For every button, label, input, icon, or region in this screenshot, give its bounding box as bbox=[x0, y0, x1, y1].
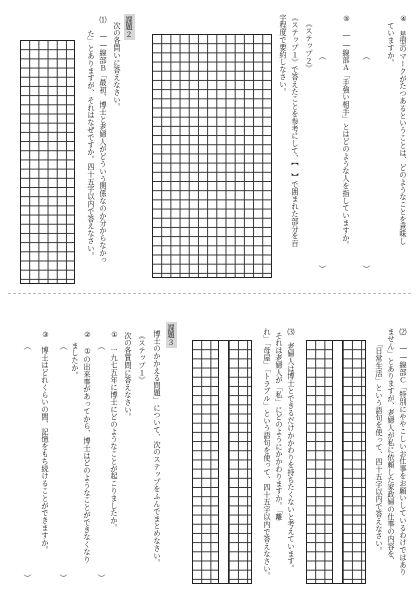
question-3-line-2: それは老婦人が「私」にどのようにかかわりますか。「離 bbox=[275, 332, 284, 521]
answer-paren-open: （ bbox=[23, 342, 32, 350]
step1-instruction: 次の各質問に答えなさい。 bbox=[124, 332, 133, 421]
question-5: ⑤ ――線部Ａ「手強い相手」とはどのような人を指していますか。 bbox=[342, 14, 351, 249]
answer-paren-open: （ bbox=[362, 52, 371, 60]
step1-question-2-line-1: ② ①の出来事があってから、博士はどのようなことができなくなり bbox=[83, 330, 92, 563]
kadai3-instruction: 博士のかかえる問題」について、次のステップをふんでまとめなさい。 bbox=[153, 330, 162, 567]
page-divider bbox=[8, 293, 411, 294]
step1-question-3: ③ 博士はどれくらいの間、記憶をもち続けることができますか。 bbox=[41, 330, 50, 554]
kadai3-tag: 課題３ bbox=[167, 324, 176, 347]
kadai2-tag: 課題２ bbox=[125, 16, 134, 39]
answer-paren-open: （ bbox=[318, 52, 327, 60]
answer-paren-close: ） bbox=[59, 574, 68, 582]
step1-question-1: ① 一九七五年に博士にどのようなことが起こりましたか。 bbox=[110, 330, 119, 532]
question-3-answer-grid[interactable] bbox=[192, 340, 252, 584]
step2-heading: 《ステップ２》 bbox=[305, 20, 314, 72]
question-4-line-1: ④ 星型のマークがたつあるということは、どのようなことを意味し bbox=[399, 14, 408, 246]
question-3-line-1: ⑶ 老婦人は博士とできるだけかかわりを持ちたくないと考えています。 bbox=[287, 328, 296, 573]
kadai2-question-1-line-1: ⑴ ――線部Ｂ「最初、博士と老婦人がどういう関係なのか分からなかっ bbox=[99, 16, 108, 264]
step1-heading: 《ステップ１》 bbox=[138, 332, 147, 384]
kadai2-label bbox=[124, 14, 135, 40]
question-4-line-2: ていますか。 bbox=[387, 22, 396, 67]
answer-paren-close: ） bbox=[23, 574, 32, 582]
question-2-answer-grid[interactable] bbox=[306, 340, 366, 584]
question-3-line-3: れ」「母屋」「トラブル」という語句を使って、四十五字以内で答えなさい。 bbox=[263, 328, 272, 580]
answer-paren-close: ） bbox=[362, 265, 371, 273]
summary-answer-grid[interactable] bbox=[152, 34, 272, 278]
kadai2-answer-grid[interactable] bbox=[20, 40, 75, 284]
answer-paren-close: ） bbox=[318, 265, 327, 273]
step1-question-2-line-2: ましたか。 bbox=[71, 342, 80, 379]
question-2-line-1: ⑵ ――線部Ｃ「特別にややこしいお仕事をお願いしているわけではあり bbox=[399, 328, 408, 576]
kadai2-question-1-line-2: た」とありますが、それはなぜですか。四十五字以内で答えなさい。 bbox=[87, 30, 96, 260]
kadai3-label bbox=[166, 322, 177, 348]
answer-paren-close: ） bbox=[97, 574, 106, 582]
question-2-line-3: 「日常生活」という語句を使って、四十五字以内で答えなさい。 bbox=[375, 340, 384, 555]
answer-paren-open: （ bbox=[59, 342, 68, 350]
answer-paren-open: （ bbox=[97, 342, 106, 350]
question-2-line-2: ません」とありますが、老婦人が私に依頼した家政婦の仕事の内容を、 bbox=[387, 328, 396, 565]
kadai2-instruction: 次の各問いに答えなさい。 bbox=[113, 22, 122, 111]
step2-instruction-line-2: 字程度で要約しなさい。 bbox=[279, 14, 288, 96]
step2-instruction-line-1: 《ステップ１》で答えたことを参考にして、【 】で囲まれた部分を百 bbox=[291, 14, 300, 248]
